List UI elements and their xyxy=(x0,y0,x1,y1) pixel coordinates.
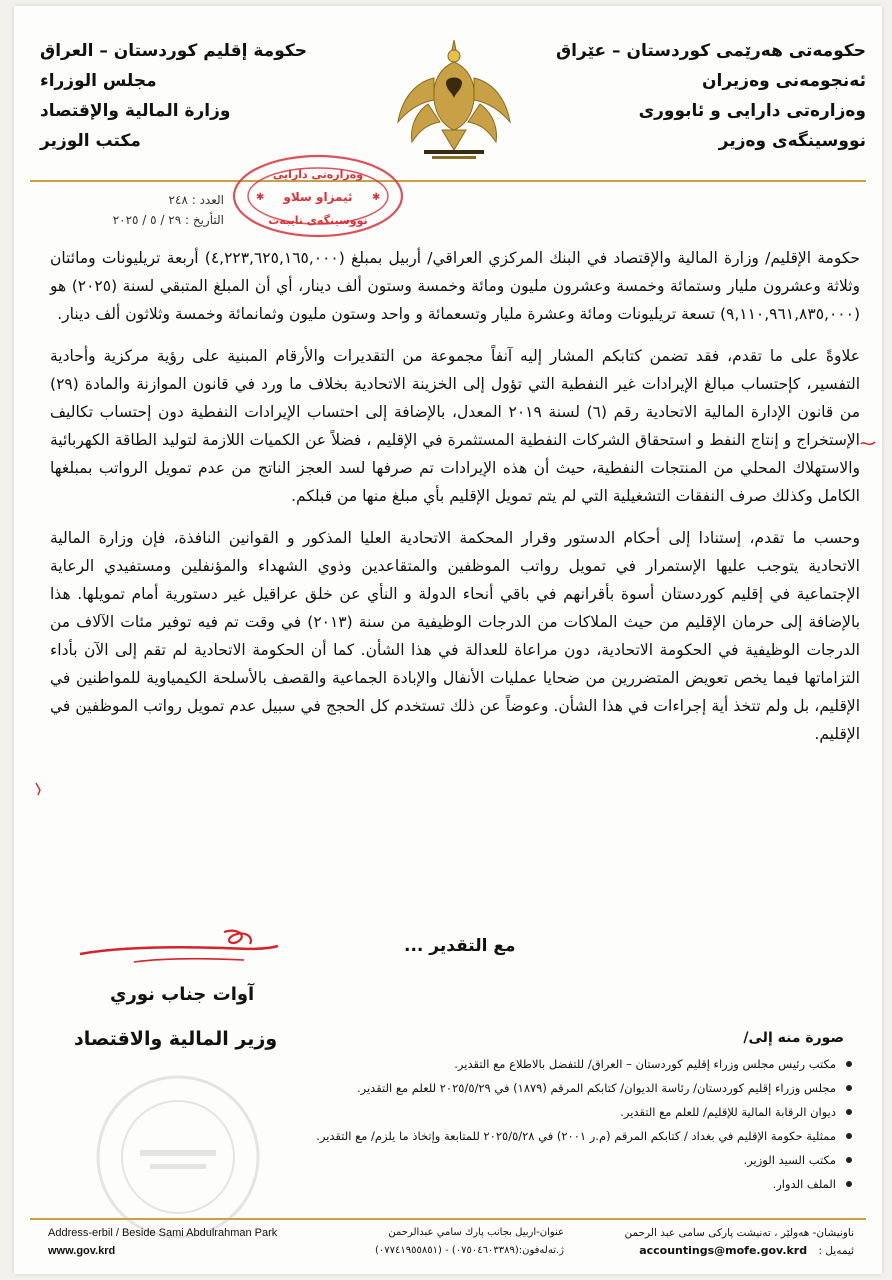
body-paragraph-3: وحسب ما تقدم، إستنادا إلى أحكام الدستور وقرار المحكمة الاتحادية العليا المذكور و القوانين النافذة، فإن وزارة المالية الاتحادية يتوجب عليها الإستمرار في تمويل رواتب الموظفين والمتقاعدين وذوي الشهداء والمؤنفلين ومستفيدي الرعاية الإجتماعية في إقليم كوردستان أسوة بأقرانهم في باقي أنحاء الدولة و النأي عن خلق عراقيل غير دستورية أمام تمويلها. هذا بالإضافة إلى حرمان الإقليم من حيث الملاكات من الدرجات الوظيفية من سنة (٢٠١٣) في وقت تم فيه توفير مئات الآلاف من الدرجات الوظيفية في الحكومة الاتحادية، دون مراعاة للعدالة في هذا الشأن. كما أن الحكومة الاتحادية لم تقم إلى الآن بأداء التزاماتها فيما يخص تعويض المتضررين من ضحايا عمليات الأنفال والإبادة الجماعية والقصف بالأسلحة الكيمياوية للمواطنين في الإقليم، بل ولم تتخذ أية إجراءات في هذا الشأن. وعوضاً عن ذلك تستخدم كل الحجج في سبيل عدم تمويل رواتب الموظفين في الإقليم. xyxy=(50,529,861,743)
header-kurdish-line-1: حکومەتی هەرێمی کوردستان – عێراق xyxy=(555,41,866,61)
header-arabic-line-1: حكومة إقليم كوردستان – العراق xyxy=(40,41,307,61)
cc-item-3: ديوان الرقابة المالية للإقليم/ للعلم مع التقدير. xyxy=(234,1100,854,1124)
footer-kurdish-address: ناونیشان- هەولێر ، تەنیشت پاركی سامی عبد الرحمن xyxy=(624,1227,854,1239)
body-paragraph-2: علاوةً على ما تقدم، فقد تضمن كتابكم المشار إليه آنفاً مجموعة من التقديرات والأرقام المبنية على رؤية مركزية وأحادية التفسير، كإحتساب مبالغ الإيرادات غير النفطية التي تؤول إلى الخزينة الاتحادية بخلاف ما ورد في قانون الموازنة والمادة (٢٩) من قانون الإدارة المالية الاتحادية رقم (٦) لسنة ٢٠١٩ المعدل، بالإضافة إلى احتساب الإيرادات النفطية دون إحتساب تكاليف الإستخراج و إنتاج النفط و استحقاق الشركات النفطية المستثمرة في الإقليم ، فضلاً عن الكميات اللازمة لتوليد الطاقة الكهربائية والاستهلاك المحلي من المنتجات النفطية، حيث أن هذه الإيرادات تم صرفها لسد العجز الناتج من عدم تمويل الرواتب بمبلغها الكامل وكذلك صرف النفقات التشغيلية التي لم يتم تمويل الإقليم بأي مبلغ منها من قبلكم. xyxy=(50,347,861,505)
red-margin-mark-icon xyxy=(860,438,876,450)
footer-arabic xyxy=(354,1224,564,1260)
handwritten-signature-icon xyxy=(74,924,284,974)
cc-list xyxy=(234,1052,854,1196)
footer-divider xyxy=(30,1218,866,1220)
ref-number-label: العدد : xyxy=(191,193,224,207)
reference-block xyxy=(84,190,224,230)
footer-kurdish xyxy=(594,1224,854,1260)
header-kurdish-line-2: ئەنجومەنی وەزیران xyxy=(701,71,866,91)
letter-body xyxy=(50,244,860,762)
ref-date-row xyxy=(84,210,224,230)
header-arabic-line-3: وزارة المالية والإقتصاد xyxy=(40,101,231,121)
header-kurdish-line-4: نووسینگەی وەزیر xyxy=(718,131,866,151)
header-divider xyxy=(30,180,866,182)
cc-item-6: الملف الدوار. xyxy=(234,1172,854,1196)
cc-item-5: مكتب السيد الوزير. xyxy=(234,1148,854,1172)
footer-arabic-address: عنوان-اربيل بجانب پارك سامي عبدالرحمن xyxy=(388,1227,564,1238)
cc-item-1: مكتب رئيس مجلس وزراء إقليم كوردستان – العراق/ للتفضل بالاطلاع مع التقدير. xyxy=(234,1052,854,1076)
stamp-text-middle: ئیمزاو سلاو xyxy=(283,190,353,204)
official-stamp-icon xyxy=(226,148,410,244)
letter-page xyxy=(14,6,882,1274)
closing-regards: مع التقدير ... xyxy=(404,936,516,956)
red-margin-tick-icon xyxy=(34,782,44,796)
ref-number-value: ٢٤٨ xyxy=(168,193,188,207)
footer-email-label: ئیمەیل : xyxy=(818,1245,854,1257)
cc-item-4: ممثلية حكومة الإقليم في بغداد / كتابكم المرقم (م.ر ٢٠٠١) في ٢٠٢٥/٥/٢٨ للمتابعة وإتخاذ ما يلزم/ مع التقدير. xyxy=(234,1124,854,1148)
footer-english xyxy=(48,1224,277,1260)
stamp-text-bottom: نووسینگەی تایبەت xyxy=(268,214,368,227)
header-arabic xyxy=(40,36,370,156)
header-kurdish-line-3: وەزارەتی دارایی و ئابووری xyxy=(638,101,866,121)
signer-name: آوات جناب نوري xyxy=(110,984,255,1005)
footer-email-link[interactable]: accountings@mofe.gov.krd xyxy=(639,1244,808,1257)
header-kurdish xyxy=(536,36,866,156)
stamp-star-right: ✱ xyxy=(372,192,381,203)
footer-website-link[interactable]: www.gov.krd xyxy=(48,1245,116,1257)
cc-title: صورة منه إلى/ xyxy=(743,1030,844,1046)
footer-phone: ژ.تەلەفون:(٠٧٥٠٤٦٠٣٣٨٩) - (٠٧٧٤١٩٥٥٨٥١) xyxy=(375,1245,564,1256)
ref-number-row xyxy=(84,190,224,210)
ref-date-label: التأريخ : xyxy=(184,213,224,227)
footer-email-row xyxy=(594,1242,854,1260)
cc-item-2: مجلس وزراء إقليم كوردستان/ رئاسة الديوان/ كتابكم المرقم (١٨٧٩) في ٢٠٢٥/٥/٢٩ للعلم مع التقدير. xyxy=(234,1076,854,1100)
signer-title: وزير المالية والاقتصاد xyxy=(74,1028,278,1050)
header-arabic-line-4: مكتب الوزير xyxy=(40,131,141,151)
stamp-text-top: وەزارەتی دارایی xyxy=(272,168,364,181)
header-arabic-line-2: مجلس الوزراء xyxy=(40,71,157,91)
stamp-star-left: ✱ xyxy=(256,192,265,203)
ref-date-value: ٢٩ / ٥ / ٢٠٢٥ xyxy=(112,213,182,227)
footer-english-address: Address-erbil / Beside Sami Abdulrahman Park xyxy=(48,1227,278,1239)
body-paragraph-1: حكومة الإقليم/ وزارة المالية والإقتصاد في البنك المركزي العراقي/ أربيل بمبلغ (٤,٢٢٣,٦٢٥,١٦٥,٠٠٠) أربعة تريليونات ومائتان وثلاثة وعشرون مليار وستمائة وخمسة وعشرون مليون ومائة وخمسة وستون ألف دينار، أي أن المبلغ المتبقي لسنة (٢٠٢٥) هو (٩,١١٠,٩٦١,٨٣٥,٠٠٠) تسعة تريليونات ومائة وعشرة مليار وتسعمائة و واحد وستون مليون وثمانمائة وخمسة وثلاثون ألف دينار. xyxy=(50,249,861,323)
